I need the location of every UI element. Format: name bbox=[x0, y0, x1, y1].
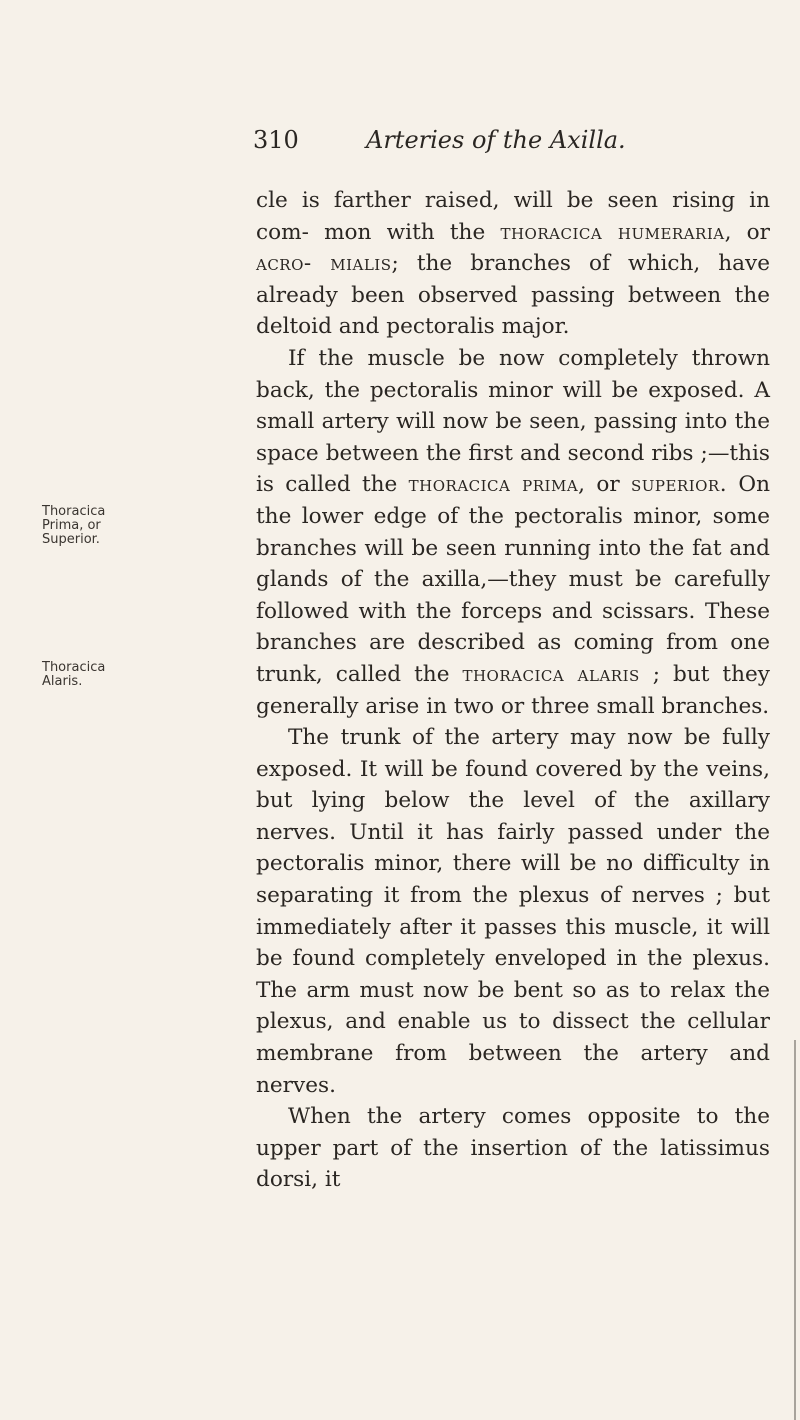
text-run: ; the branches of which, have already been observed passing between the deltoid and pectoralis major. bbox=[256, 251, 770, 340]
margin-note-thoracica-prima bbox=[42, 505, 160, 547]
margin-note-line: Thoracica bbox=[42, 660, 106, 675]
page-header bbox=[253, 122, 693, 158]
margin-note-line: Alaris. bbox=[42, 674, 83, 689]
paragraph: The trunk of the artery may now be fully exposed. It will be found covered by the veins, but lying below the level of the axillary nerves. Until it has fairly passed under the pectoralis minor, there will be no difficulty in separating it from the plexus of nerves ; but immediately after it passes this muscle, it will be found completely enveloped in the plexus. The arm must now be bent so as to relax the plexus, and enable us to dissect the cellular membrane from between the artery and nerves. bbox=[256, 725, 770, 1098]
margin-note-line: Superior. bbox=[42, 532, 100, 547]
margin-note-line: Prima, or bbox=[42, 518, 101, 533]
page-edge-divider bbox=[794, 1040, 796, 1420]
artery-term: thoracica prima bbox=[408, 472, 579, 498]
running-title: Arteries of the Axilla. bbox=[366, 126, 626, 154]
text-run: cle is farther raised, will be seen rising in com- mon with the bbox=[256, 188, 770, 245]
paragraph bbox=[256, 343, 770, 722]
artery-term: thoracica humeraria bbox=[500, 219, 725, 245]
artery-term: thoracica alaris bbox=[462, 661, 640, 687]
artery-term: superior. bbox=[630, 472, 728, 498]
margin-note-line: Thoracica bbox=[42, 504, 106, 519]
paragraph: When the artery comes opposite to the upper part of the insertion of the latissimus dorsi, it bbox=[256, 1104, 770, 1193]
text-run: If the muscle be now completely thrown back, the pectoralis minor will be exposed. A small artery will now be seen, passing into the space between the first and second ribs ;—this is called the bbox=[256, 345, 770, 498]
text-run: ; but they generally arise in two or three small branches. bbox=[256, 661, 770, 719]
body-text bbox=[256, 185, 770, 1196]
text-run: On the lower edge of the pectoralis minor, some branches will be seen running into the fat and glands of the axilla,—they must be carefully followed with the forceps and scissars. These branches are described as coming from one trunk, called the bbox=[256, 472, 771, 687]
paragraph bbox=[256, 185, 770, 343]
page-number: 310 bbox=[253, 126, 299, 154]
text-run: , or bbox=[724, 219, 771, 245]
artery-term: acro- mialis bbox=[256, 251, 392, 277]
text-run: , or bbox=[578, 472, 631, 498]
margin-note-thoracica-alaris bbox=[42, 661, 160, 689]
